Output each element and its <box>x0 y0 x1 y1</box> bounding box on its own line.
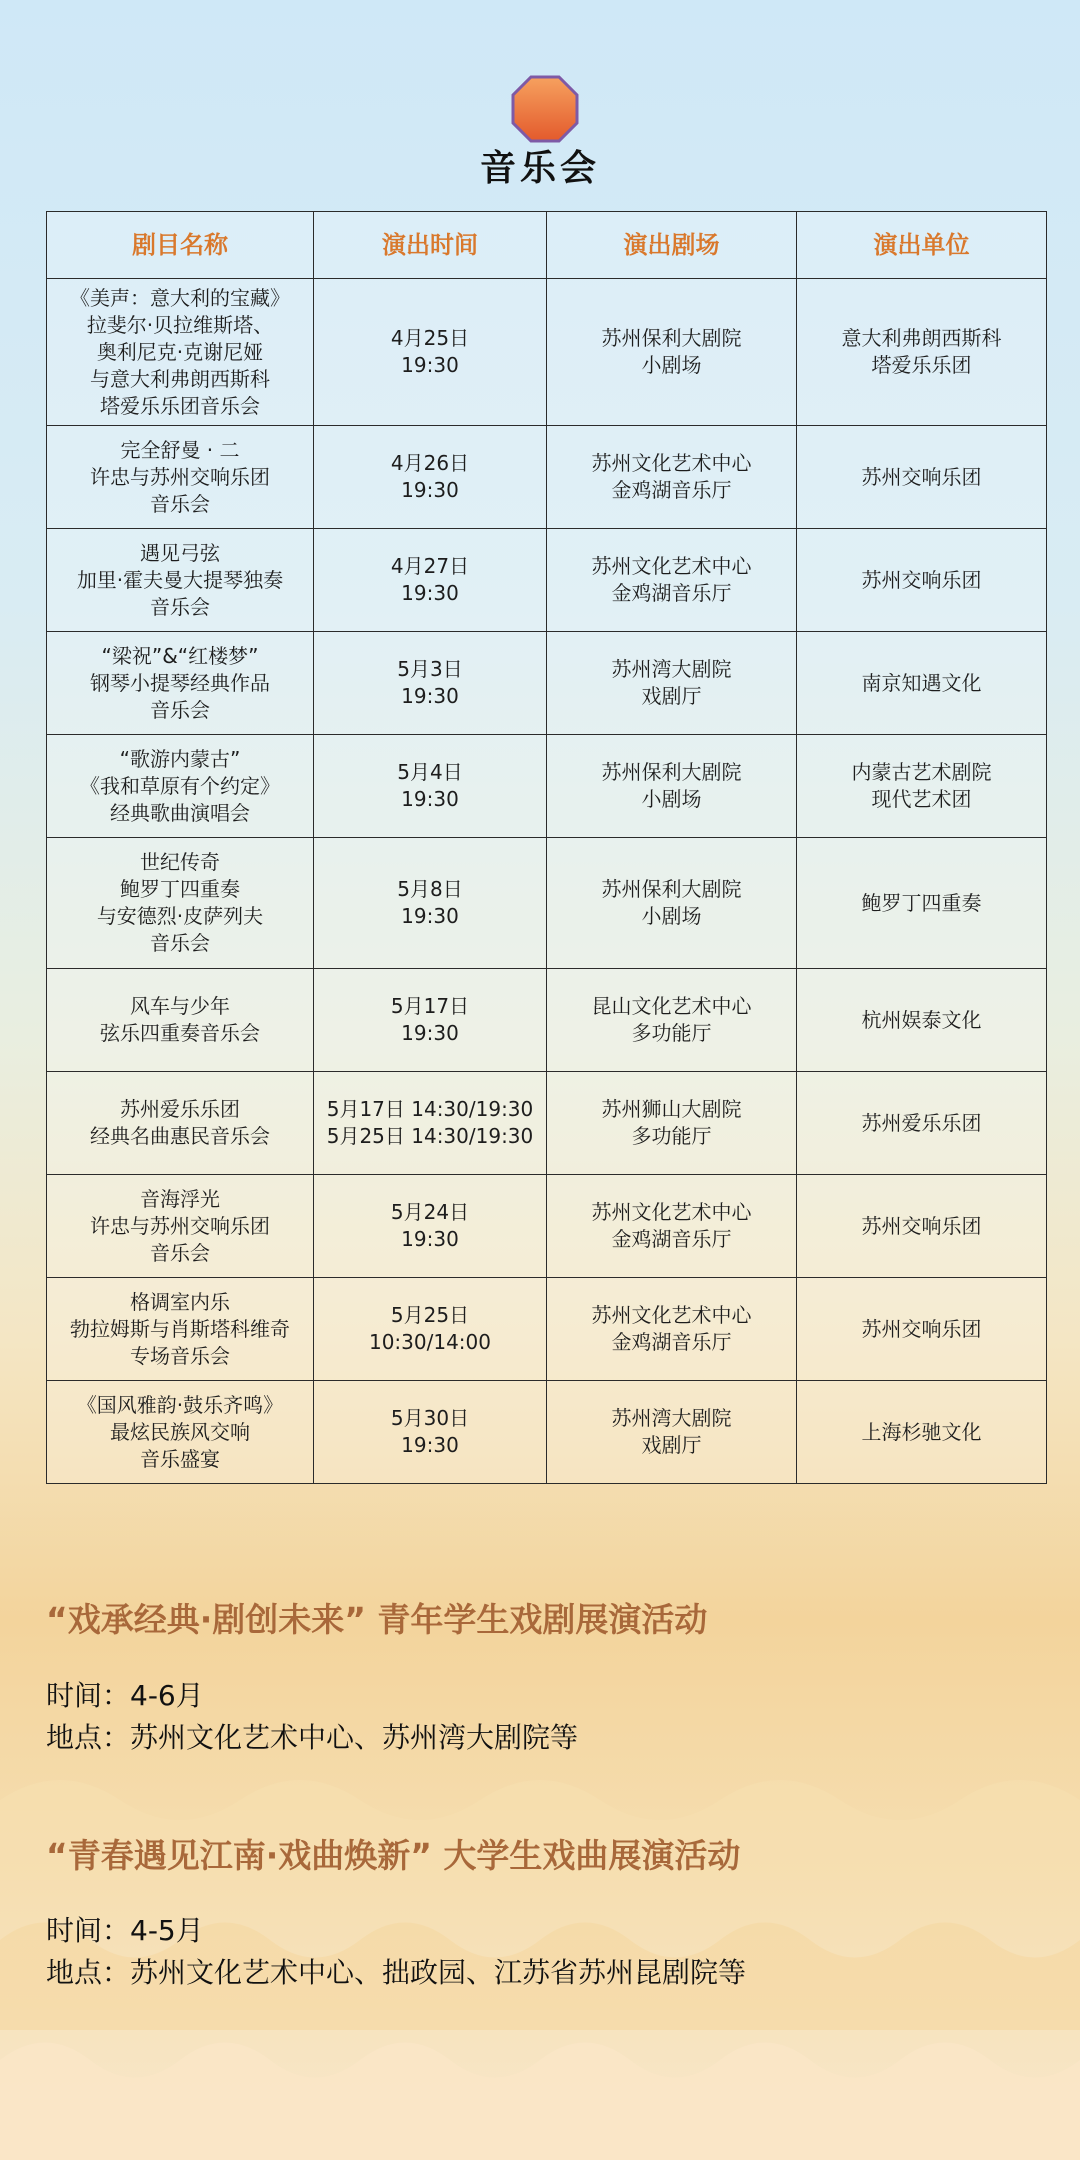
cell-name: 完全舒曼 · 二 许忠与苏州交响乐团 音乐会 <box>47 426 314 529</box>
event-time: 时间：4-5月 <box>46 1914 204 1947</box>
cell-venue: 苏州湾大剧院 戏剧厅 <box>547 1381 797 1484</box>
cell-name: 遇见弓弦 加里·霍夫曼大提琴独奏 音乐会 <box>47 529 314 632</box>
cell-time: 5月8日 19:30 <box>314 838 547 969</box>
cell-time: 5月17日 19:30 <box>314 969 547 1072</box>
cell-performer: 意大利弗朗西斯科 塔爱乐乐团 <box>797 279 1047 426</box>
cell-performer: 杭州娱泰文化 <box>797 969 1047 1072</box>
cell-performer: 南京知遇文化 <box>797 632 1047 735</box>
column-header-name: 剧目名称 <box>47 212 314 279</box>
cell-venue: 苏州文化艺术中心 金鸡湖音乐厅 <box>547 529 797 632</box>
section-title: 音乐会 <box>479 148 600 189</box>
cell-venue: 苏州保利大剧院 小剧场 <box>547 735 797 838</box>
cell-performer: 苏州交响乐团 <box>797 1175 1047 1278</box>
cell-performer: 苏州交响乐团 <box>797 529 1047 632</box>
cell-performer: 苏州交响乐团 <box>797 1278 1047 1381</box>
program-table <box>46 211 1047 1484</box>
event-info <box>46 1675 578 1759</box>
cell-time: 5月30日 19:30 <box>314 1381 547 1484</box>
table-row <box>47 632 1047 735</box>
table-row <box>47 1278 1047 1381</box>
cell-performer: 上海杉驰文化 <box>797 1381 1047 1484</box>
table-header-row <box>47 212 1047 279</box>
table-row <box>47 529 1047 632</box>
background-wave <box>0 2020 1080 2160</box>
cell-name: 格调室内乐 勃拉姆斯与肖斯塔科维奇 专场音乐会 <box>47 1278 314 1381</box>
cell-time: 4月27日 19:30 <box>314 529 547 632</box>
table-row <box>47 969 1047 1072</box>
cell-performer: 鲍罗丁四重奏 <box>797 838 1047 969</box>
cell-name: “梁祝”&“红楼梦” 钢琴小提琴经典作品 音乐会 <box>47 632 314 735</box>
cell-time: 5月25日 10:30/14:00 <box>314 1278 547 1381</box>
cell-venue: 苏州保利大剧院 小剧场 <box>547 838 797 969</box>
table-row <box>47 426 1047 529</box>
cell-venue: 苏州保利大剧院 小剧场 <box>547 279 797 426</box>
event-info <box>46 1910 746 1994</box>
cell-performer: 苏州爱乐乐团 <box>797 1072 1047 1175</box>
cell-time: 5月17日 14:30/19:30 5月25日 14:30/19:30 <box>314 1072 547 1175</box>
cell-time: 5月4日 19:30 <box>314 735 547 838</box>
table-row <box>47 838 1047 969</box>
cell-name: “歌游内蒙古” 《我和草原有个约定》 经典歌曲演唱会 <box>47 735 314 838</box>
event-time: 时间：4-6月 <box>46 1679 204 1712</box>
cell-venue: 昆山文化艺术中心 多功能厅 <box>547 969 797 1072</box>
event-place: 地点：苏州文化艺术中心、苏州湾大剧院等 <box>46 1721 579 1754</box>
table-row <box>47 1175 1047 1278</box>
cell-time: 4月26日 19:30 <box>314 426 547 529</box>
column-header-time: 演出时间 <box>314 212 547 279</box>
table-row <box>47 1381 1047 1484</box>
cell-name: 《国风雅韵·鼓乐齐鸣》 最炫民族风交响 音乐盛宴 <box>47 1381 314 1484</box>
cell-performer: 内蒙古艺术剧院 现代艺术团 <box>797 735 1047 838</box>
cell-venue: 苏州湾大剧院 戏剧厅 <box>547 632 797 735</box>
column-header-venue: 演出剧场 <box>547 212 797 279</box>
cell-venue: 苏州文化艺术中心 金鸡湖音乐厅 <box>547 1175 797 1278</box>
cell-name: 苏州爱乐乐团 经典名曲惠民音乐会 <box>47 1072 314 1175</box>
event-title: “青春遇见江南·戏曲焕新” 大学生戏曲展演活动 <box>46 1836 741 1875</box>
cell-time: 5月24日 19:30 <box>314 1175 547 1278</box>
cell-name: 世纪传奇 鲍罗丁四重奏 与安德烈·皮萨列夫 音乐会 <box>47 838 314 969</box>
event-title: “戏承经典·剧创未来” 青年学生戏剧展演活动 <box>46 1600 708 1639</box>
table-row <box>47 1072 1047 1175</box>
cell-name: 《美声：意大利的宝藏》 拉斐尔·贝拉维斯塔、 奥利尼克·克谢尼娅 与意大利弗朗西斯科 塔爱乐乐团音乐会 <box>47 279 314 426</box>
cell-time: 4月25日 19:30 <box>314 279 547 426</box>
octagon-badge-icon <box>510 74 580 144</box>
table-row <box>47 735 1047 838</box>
cell-venue: 苏州文化艺术中心 金鸡湖音乐厅 <box>547 1278 797 1381</box>
cell-performer: 苏州交响乐团 <box>797 426 1047 529</box>
table-row <box>47 279 1047 426</box>
cell-name: 风车与少年 弦乐四重奏音乐会 <box>47 969 314 1072</box>
cell-name: 音海浮光 许忠与苏州交响乐团 音乐会 <box>47 1175 314 1278</box>
cell-time: 5月3日 19:30 <box>314 632 547 735</box>
event-place: 地点：苏州文化艺术中心、拙政园、江苏省苏州昆剧院等 <box>46 1956 747 1989</box>
cell-venue: 苏州狮山大剧院 多功能厅 <box>547 1072 797 1175</box>
cell-venue: 苏州文化艺术中心 金鸡湖音乐厅 <box>547 426 797 529</box>
column-header-performer: 演出单位 <box>797 212 1047 279</box>
